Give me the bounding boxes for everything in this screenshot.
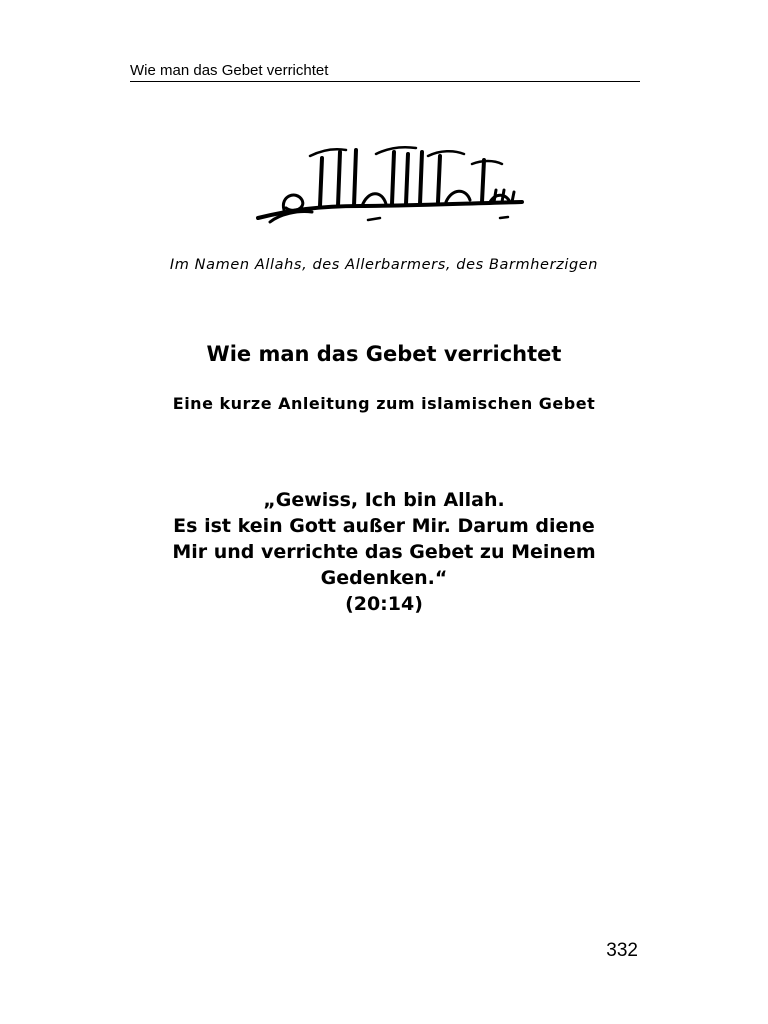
quran-quote bbox=[100, 487, 668, 617]
page-title: Wie man das Gebet verrichtet bbox=[206, 342, 562, 366]
running-header-title: Wie man das Gebet verrichtet bbox=[130, 62, 329, 79]
quote-reference: (20:14) bbox=[345, 593, 423, 615]
quote-line: „Gewiss, Ich bin Allah. bbox=[263, 489, 505, 511]
quote-line: Gedenken.“ bbox=[320, 567, 448, 589]
page-subtitle: Eine kurze Anleitung zum islamischen Gebet bbox=[172, 394, 596, 413]
page-number: 332 bbox=[606, 940, 638, 961]
quote-line: Mir und verrichte das Gebet zu Meinem bbox=[172, 541, 596, 563]
running-header bbox=[130, 62, 640, 82]
quote-line: Es ist kein Gott außer Mir. Darum diene bbox=[173, 515, 595, 537]
basmala-translation: Im Namen Allahs, des Allerbarmers, des Barmherzigen bbox=[169, 257, 599, 273]
basmala-calligraphy-icon bbox=[250, 140, 530, 230]
